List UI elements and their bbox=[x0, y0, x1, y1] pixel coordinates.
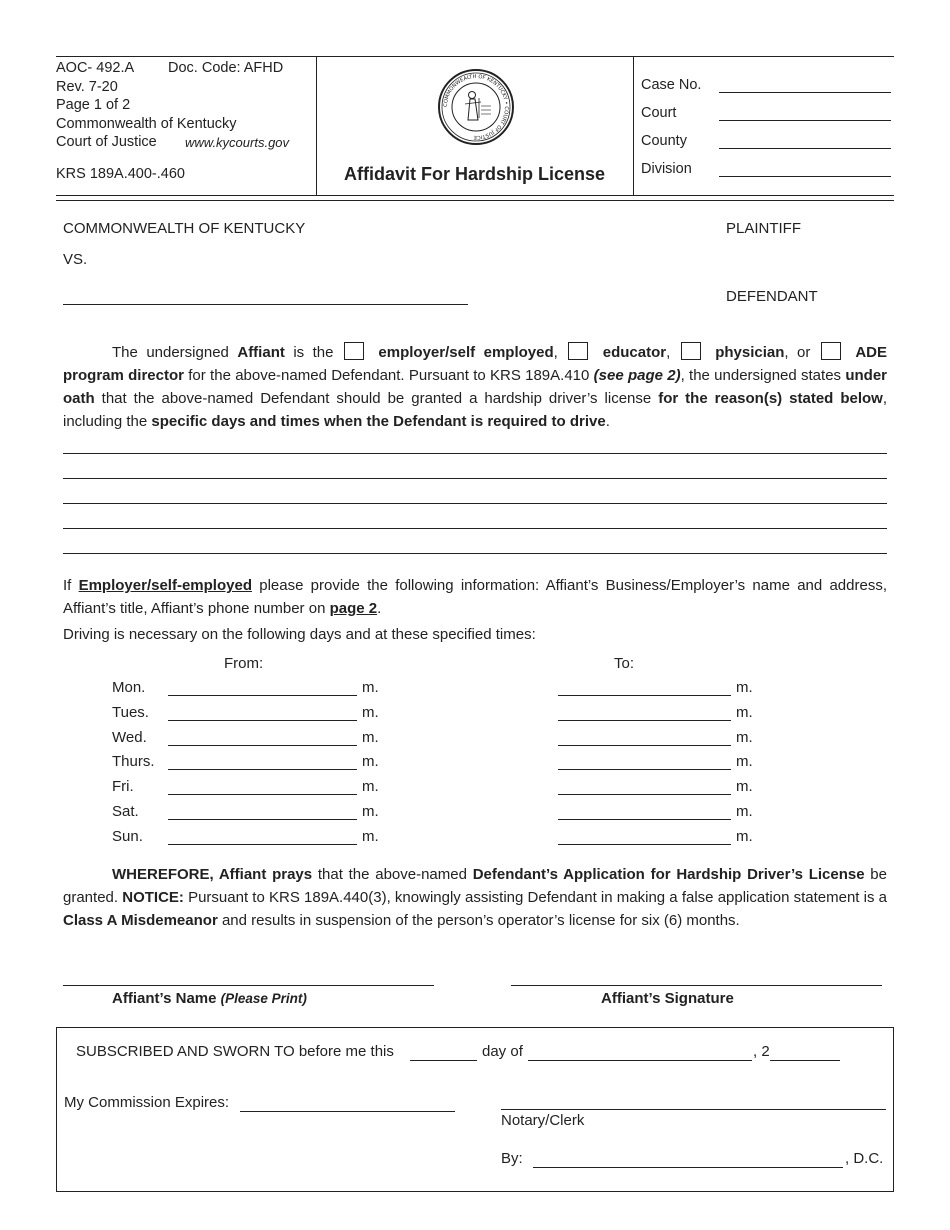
defendant-name-field[interactable] bbox=[63, 286, 468, 305]
notary-signature-field[interactable] bbox=[501, 1109, 886, 1110]
by-field[interactable] bbox=[533, 1149, 843, 1168]
county-field[interactable] bbox=[719, 130, 891, 149]
defendant-label: DEFENDANT bbox=[726, 288, 818, 305]
from-label: From: bbox=[224, 655, 264, 672]
from-time-field[interactable] bbox=[168, 794, 357, 795]
day-label: Fri. bbox=[112, 778, 134, 795]
day-label: Sun. bbox=[112, 828, 143, 845]
reason-line[interactable] bbox=[63, 453, 887, 454]
from-time-field[interactable] bbox=[168, 769, 357, 770]
from-time-field[interactable] bbox=[168, 695, 357, 696]
physician-checkbox[interactable] bbox=[681, 342, 701, 360]
court-label: Court bbox=[641, 105, 677, 121]
to-time-field[interactable] bbox=[558, 794, 731, 795]
educator-checkbox[interactable] bbox=[568, 342, 588, 360]
to-time-field[interactable] bbox=[558, 769, 731, 770]
by-label: By: bbox=[501, 1150, 523, 1167]
header-top-rule bbox=[56, 56, 894, 57]
website-link[interactable]: www.kycourts.gov bbox=[185, 135, 290, 150]
to-time-field[interactable] bbox=[558, 844, 731, 845]
versus-label: VS. bbox=[63, 251, 88, 268]
from-time-field[interactable] bbox=[168, 844, 357, 845]
schedule-intro: Driving is necessary on the following days and at these specified times: bbox=[63, 626, 536, 643]
affiant-signature-label: Affiant’s Signature bbox=[601, 990, 734, 1007]
to-suffix: m. bbox=[736, 704, 753, 721]
case-number-field[interactable] bbox=[719, 74, 891, 93]
day-label: Tues. bbox=[112, 704, 149, 721]
case-number-label: Case No. bbox=[641, 77, 702, 93]
page-number: Page 1 of 2 bbox=[56, 97, 131, 113]
day-label: Mon. bbox=[112, 679, 146, 696]
from-time-field[interactable] bbox=[168, 819, 357, 820]
to-suffix: m. bbox=[736, 679, 753, 696]
court-name: Court of Justice bbox=[56, 134, 157, 150]
commission-expires-field[interactable] bbox=[240, 1093, 455, 1112]
from-suffix: m. bbox=[362, 753, 379, 770]
day-label: Sat. bbox=[112, 803, 139, 820]
notary-clerk-label: Notary/Clerk bbox=[501, 1112, 585, 1129]
court-field[interactable] bbox=[719, 102, 891, 121]
employer-checkbox[interactable] bbox=[344, 342, 364, 360]
from-suffix: m. bbox=[362, 778, 379, 795]
to-time-field[interactable] bbox=[558, 695, 731, 696]
from-suffix: m. bbox=[362, 704, 379, 721]
from-time-field[interactable] bbox=[168, 720, 357, 721]
header-bottom-rule bbox=[56, 195, 894, 201]
statute: KRS 189A.400-.460 bbox=[56, 166, 185, 182]
form-number: AOC- 492.A bbox=[56, 60, 135, 76]
county-label: County bbox=[641, 133, 687, 149]
from-suffix: m. bbox=[362, 803, 379, 820]
doc-code: Doc. Code: AFHD bbox=[168, 60, 284, 76]
to-suffix: m. bbox=[736, 753, 753, 770]
page-title: Affidavit For Hardship License bbox=[343, 164, 606, 184]
affiant-signature-field[interactable] bbox=[511, 985, 882, 986]
reason-line[interactable] bbox=[63, 553, 887, 554]
sworn-month-field[interactable] bbox=[528, 1042, 752, 1061]
to-suffix: m. bbox=[736, 729, 753, 746]
division-label: Division bbox=[641, 161, 692, 177]
kentucky-seal-icon bbox=[437, 68, 515, 146]
to-suffix: m. bbox=[736, 828, 753, 845]
reason-line[interactable] bbox=[63, 528, 887, 529]
to-label: To: bbox=[614, 655, 635, 672]
plaintiff-label: PLAINTIFF bbox=[726, 220, 802, 237]
state-name: Commonwealth of Kentucky bbox=[56, 116, 237, 132]
sworn-day-field[interactable] bbox=[410, 1042, 477, 1061]
from-suffix: m. bbox=[362, 828, 379, 845]
wherefore-paragraph: WHEREFORE, Affiant prays that the above-named Defendant’s Application for Hardship Driver’s License be granted. NOTICE: Pursuant to KRS 189A.440(3), knowingly assisting Defendant in making a false application statement is a Class A Misdemeanor and results in suspension of the person’s operator’s license for six (6) months. bbox=[63, 866, 888, 929]
day-label: Thurs. bbox=[112, 753, 155, 770]
commission-label: My Commission Expires: bbox=[64, 1094, 230, 1111]
sworn-label: SUBSCRIBED AND SWORN TO before me this bbox=[76, 1043, 394, 1060]
sworn-year-field[interactable] bbox=[770, 1042, 840, 1061]
from-time-field[interactable] bbox=[168, 745, 357, 746]
from-suffix: m. bbox=[362, 729, 379, 746]
to-time-field[interactable] bbox=[558, 819, 731, 820]
ade-checkbox[interactable] bbox=[821, 342, 841, 360]
from-suffix: m. bbox=[362, 679, 379, 696]
year-prefix: , 2 bbox=[753, 1043, 770, 1060]
employer-paragraph: If Employer/self-employed please provide the following information: Affiant’s Business/Employer’s name and address, Affiant’s title, Affiant’s phone number on page 2. bbox=[63, 577, 887, 617]
seal-text: COMMONWEALTH OF KENTUCKY • COURT OF JUSTICE bbox=[442, 73, 510, 141]
reason-line[interactable] bbox=[63, 478, 887, 479]
day-of-label: day of bbox=[482, 1043, 523, 1060]
revision: Rev. 7-20 bbox=[56, 79, 118, 95]
to-suffix: m. bbox=[736, 803, 753, 820]
dc-label: , D.C. bbox=[845, 1150, 884, 1167]
to-suffix: m. bbox=[736, 778, 753, 795]
to-time-field[interactable] bbox=[558, 720, 731, 721]
affiant-name-field[interactable] bbox=[63, 985, 434, 986]
division-field[interactable] bbox=[719, 158, 891, 177]
affidavit-paragraph: The undersigned Affiant is the employer/self employed, educator, physician, or ADE program director for the above-named Defendant. Pursuant to KRS 189A.410 (see page 2), the undersigned states under oath that the above-named Defendant should be granted a hardship driver’s license for the reason(s) stated below, including the specific days and times when the Defendant is required to drive. bbox=[63, 344, 887, 430]
to-time-field[interactable] bbox=[558, 745, 731, 746]
day-label: Wed. bbox=[112, 729, 147, 746]
affiant-name-label: Affiant’s Name (Please Print) bbox=[112, 990, 307, 1007]
reason-line[interactable] bbox=[63, 503, 887, 504]
plaintiff-name: COMMONWEALTH OF KENTUCKY bbox=[63, 220, 306, 237]
header-divider-right bbox=[633, 56, 634, 195]
